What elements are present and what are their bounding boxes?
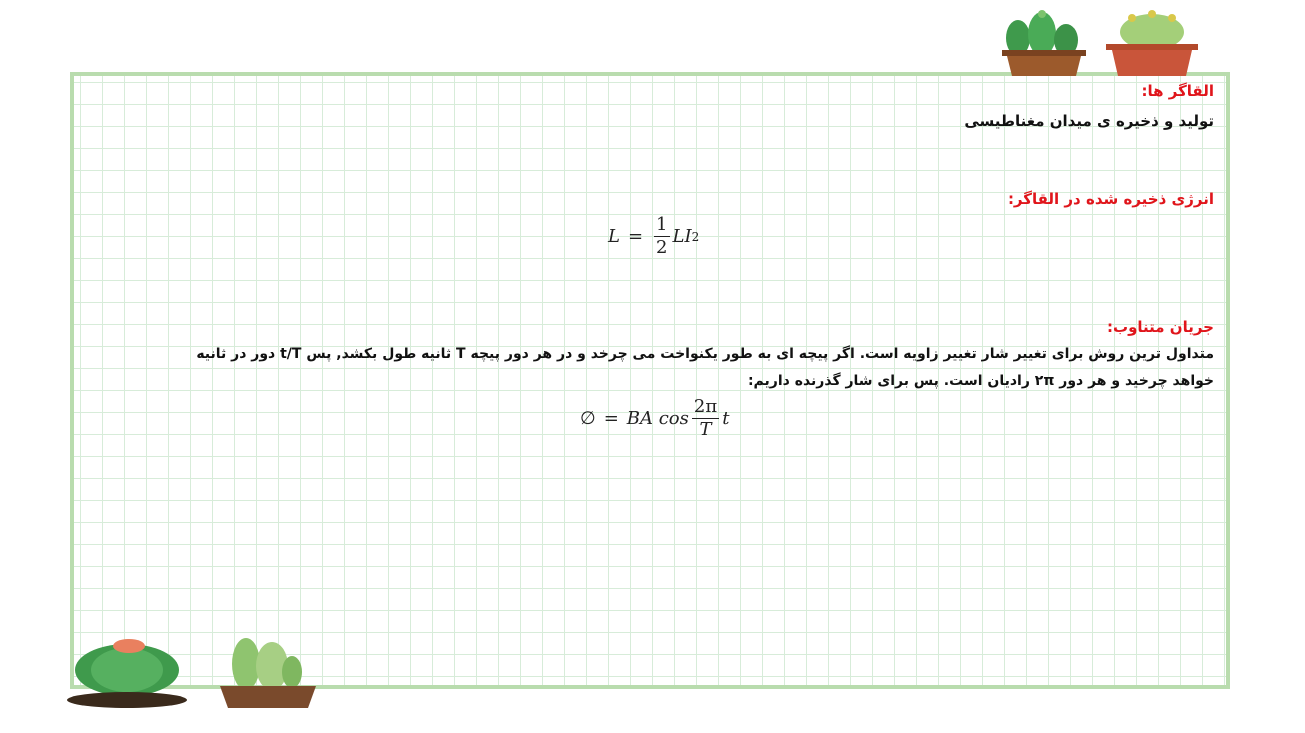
flux-numerator: 2π: [693, 396, 718, 417]
energy-formula: [608, 214, 699, 259]
ac-line-2: خواهد چرخید و هر دور ۲π رادیان است. پس برای شار گذرنده داریم:: [747, 373, 1214, 389]
formula-exponent: 2: [691, 229, 700, 244]
round-cactus-icon: [62, 636, 192, 708]
fraction-numerator: 1: [656, 214, 668, 235]
fraction-denominator: 2: [656, 237, 668, 258]
flux-formula: [580, 396, 729, 441]
flux-equals: =: [603, 408, 619, 429]
fraction: [654, 214, 669, 259]
flux-variable: t: [722, 408, 730, 429]
flux-denominator: T: [699, 419, 712, 440]
cactus-icon: [212, 636, 324, 710]
formula-equals: =: [627, 226, 644, 247]
formula-lhs: L: [608, 226, 620, 247]
inductors-text: تولید و ذخیره ی میدان مغناطیسی: [964, 112, 1214, 130]
inductors-heading: القاگر ها:: [1141, 82, 1214, 100]
flux-ba-cos: BA cos: [626, 408, 689, 429]
flux-symbol: ∅: [580, 408, 596, 429]
cactus-pot-icon: [996, 8, 1092, 78]
formula-rhs: LI: [672, 226, 692, 247]
energy-heading: انرژی ذخیره شده در القاگر:: [1007, 190, 1214, 208]
ac-heading: جریان متناوب:: [1107, 318, 1214, 336]
flux-fraction: [692, 396, 719, 441]
cactus-pot-icon: [1102, 10, 1202, 78]
ac-line-1: متداول ترین روش برای تغییر شار تغییر زاویه است. اگر پیچه ای به طور یکنواخت می چرخد و در هر دور پیچه T ثانیه طول بکشد, پس t/T دور در ثانیه: [196, 346, 1214, 362]
